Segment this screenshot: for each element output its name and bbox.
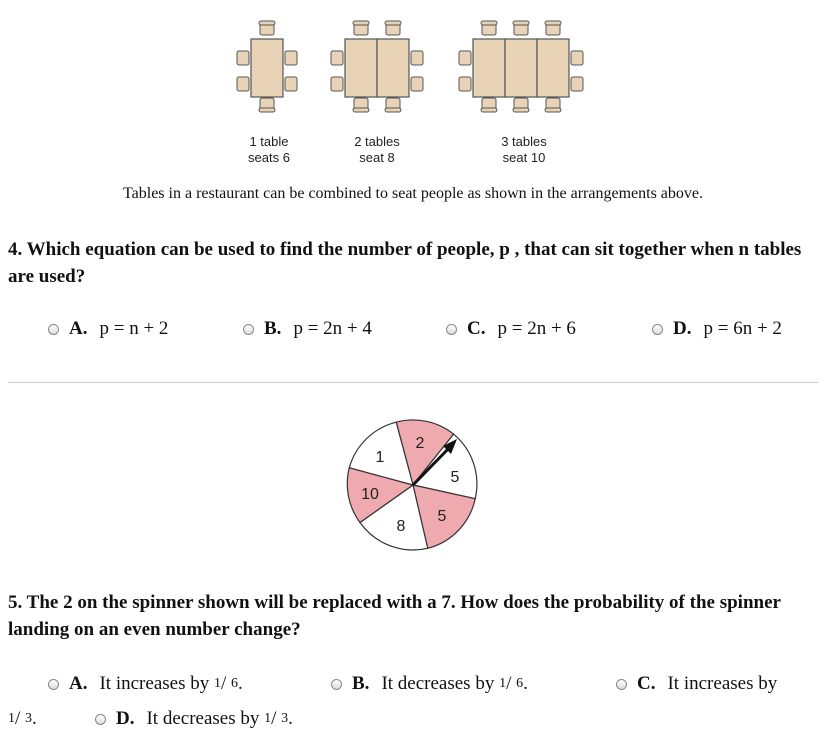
option-letter: D.	[673, 318, 692, 339]
option-text: p = 6n + 2	[703, 318, 782, 339]
option-end: .	[523, 673, 528, 694]
radio-button-icon[interactable]	[48, 679, 59, 690]
q4-option-c[interactable]	[446, 318, 576, 340]
label-line: 3 tables	[501, 134, 547, 149]
label-line: seats 6	[248, 150, 290, 165]
option-text: p = 2n + 4	[293, 318, 372, 339]
q4-option-a[interactable]	[48, 318, 168, 340]
option-letter: B.	[352, 673, 370, 694]
arrangement-label-2	[337, 134, 417, 166]
option-letter: B.	[264, 318, 282, 339]
arrangement-2-tables	[331, 21, 423, 112]
fraction-numerator: 1	[213, 676, 221, 691]
radio-button-icon[interactable]	[331, 679, 342, 690]
arrangement-label-3	[484, 134, 564, 166]
option-end: .	[32, 708, 37, 729]
q5-option-a[interactable]: A. It increases by 1 / 6 .	[48, 673, 243, 695]
arrangement-3-tables	[459, 21, 583, 112]
section-divider	[8, 382, 818, 383]
fraction-numerator: 1	[264, 711, 272, 726]
q5-option-d[interactable]: D. It decreases by 1 / 3 .	[95, 708, 293, 730]
radio-button-icon[interactable]	[616, 679, 627, 690]
question-5-text: 5. The 2 on the spinner shown will be replaced with a 7. How does the probability of the spinner landing on an even number change?	[8, 592, 781, 640]
fraction-denominator: 3	[281, 711, 289, 726]
arrangement-1-table	[237, 21, 297, 112]
arrangement-label-1	[229, 134, 309, 166]
q4-option-d[interactable]	[652, 318, 782, 340]
option-text: It increases by	[667, 673, 778, 694]
q5-option-c[interactable]	[616, 673, 777, 695]
label-line: seat 8	[359, 150, 395, 165]
spinner-number: 5	[450, 469, 460, 486]
q5-option-b[interactable]: B. It decreases by 1 / 6 .	[331, 673, 528, 695]
q5-option-c-continuation: 1 / 3 .	[8, 708, 37, 729]
radio-button-icon[interactable]	[48, 324, 59, 335]
radio-button-icon[interactable]	[243, 324, 254, 335]
option-text: p = n + 2	[99, 318, 169, 339]
figure-caption: Tables in a restaurant can be combined to seat people as shown in the arrangements above.	[122, 185, 703, 202]
option-letter: C.	[637, 673, 656, 694]
option-letter: D.	[116, 708, 135, 729]
spinner-number: 1	[375, 449, 385, 466]
spinner-number: 5	[437, 508, 447, 525]
fraction-denominator: 6	[516, 676, 524, 691]
option-text: It increases by	[99, 673, 210, 694]
radio-button-icon[interactable]	[95, 714, 106, 725]
fraction-numerator: 1	[499, 676, 507, 691]
option-end: .	[288, 708, 293, 729]
option-end: .	[238, 673, 243, 694]
option-letter: A.	[69, 318, 88, 339]
fraction-denominator: 6	[231, 676, 238, 691]
q4-option-b[interactable]	[243, 318, 372, 340]
spinner	[343, 415, 483, 555]
label-line: seat 10	[502, 150, 546, 165]
label-line: 2 tables	[354, 134, 400, 149]
fraction-denominator: 3	[25, 711, 33, 726]
option-text: It decreases by	[381, 673, 495, 694]
option-letter: A.	[69, 673, 88, 694]
spinner-number: 8	[396, 518, 406, 535]
spinner-number: 10	[361, 486, 379, 503]
table-arrangements-figure	[225, 15, 605, 115]
spinner-number: 2	[415, 435, 425, 452]
question-4-text: 4. Which equation can be used to find the number of people, p , that can sit together when n tables are used?	[8, 239, 802, 287]
option-text: It decreases by	[146, 708, 260, 729]
fraction-numerator: 1	[8, 711, 15, 726]
option-letter: C.	[467, 318, 486, 339]
radio-button-icon[interactable]	[446, 324, 457, 335]
option-text: p = 2n + 6	[497, 318, 576, 339]
label-line: 1 table	[249, 134, 289, 149]
radio-button-icon[interactable]	[652, 324, 663, 335]
